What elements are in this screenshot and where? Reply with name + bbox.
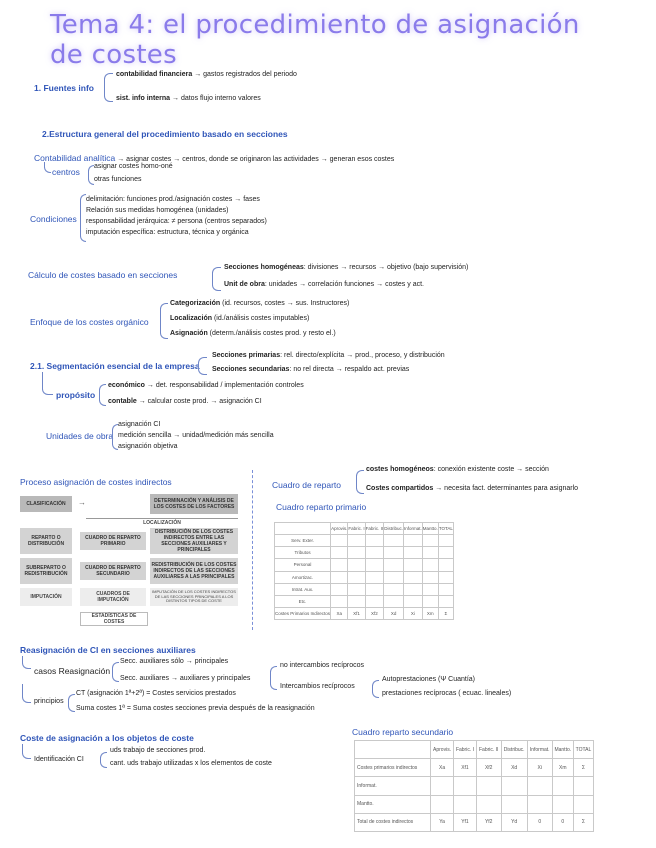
s1-item-1: contabilidad financiera → gastos registrados del periodo <box>116 71 297 78</box>
s2-cond-item-3: responsabilidad jerárquica: ≠ persona (centros separados) <box>86 218 267 225</box>
s2-line1: Contabilidad analítica → asignar costes → centros, donde se originaron las actividades → generan esos costes <box>34 153 395 163</box>
cell: 0 <box>552 813 573 831</box>
cell: Xi <box>403 607 422 619</box>
flow-imputacion: IMPUTACIÓN <box>20 588 72 606</box>
row-label: Amortizac. <box>275 571 331 583</box>
s2-enfoque-brace <box>160 303 168 339</box>
cuadro-item-2: Costes compartidos → necesita fact. determinantes para asignarlo <box>366 485 579 492</box>
s21-brace <box>198 357 207 375</box>
s2-enfoque-label: Enfoque de los costes orgánico <box>30 317 149 327</box>
cell: Xf2 <box>476 759 501 777</box>
flow-cuadros-imputacion: CUADROS DE IMPUTACIÓN <box>80 588 146 606</box>
s3-casos-item-2: Secc. auxiliares → auxiliares y principales <box>120 675 251 682</box>
s21-item-1: Secciones primarias: rel. directo/explícita → prod., proceso, y distribución <box>212 352 445 359</box>
table-row <box>275 583 454 595</box>
row-label: Intrat. Aux. <box>275 583 331 595</box>
cuadro-primario-table <box>274 522 454 620</box>
s3-no-inter: no intercambios recíprocos <box>280 662 365 669</box>
table-row <box>275 607 454 619</box>
table-row <box>355 741 594 759</box>
s4-id-item-1: uds trabajo de secciones prod. <box>110 747 206 754</box>
flow-cuadro-primario: CUADRO DE REPARTO PRIMARIO <box>80 532 146 550</box>
cell: Xd <box>501 759 527 777</box>
s3-inter-item-2: prestaciones recíprocas ( ecuac. lineales) <box>382 690 512 697</box>
s21-prop-item-1: económico → det. responsabilidad / implementación controles <box>108 382 304 389</box>
row-label: Mantto. <box>355 795 431 813</box>
cell: Σ <box>573 813 593 831</box>
cell: Ya <box>431 813 454 831</box>
flow-clasificacion: CLASIFICACIÓN <box>20 496 72 512</box>
flow-redist-costes: REDISTRIBUCIÓN DE LOS COSTES INDIRECTOS DE LAS SECCIONES AUXILIARES A LAS PRINCIPALES <box>150 558 238 584</box>
col-header: Informat. <box>527 741 552 759</box>
s2-cond-item-4: imputación específica: estructura, técnica y orgánica <box>86 229 249 236</box>
table-row <box>275 571 454 583</box>
col-header: Distribuc. <box>384 523 404 535</box>
s21-heading: 2.1. Segmentación esencial de la empresa <box>30 361 200 371</box>
table-row <box>355 795 594 813</box>
col-header: Distribuc. <box>501 741 527 759</box>
cuadro-secundario-table <box>354 740 594 832</box>
cell: Xi <box>527 759 552 777</box>
s21-prop-hook <box>42 372 53 395</box>
s4-id-label: Identificación CI <box>34 756 84 763</box>
s3-heading: Reasignación de CI en secciones auxiliares <box>20 645 196 655</box>
s1-heading: 1. Fuentes info <box>34 83 94 93</box>
s2-enfoque-item-2: Localización (id./análisis costes imputables) <box>170 315 310 322</box>
table-row <box>275 595 454 607</box>
s2-calc-item-1: Secciones homogéneas: divisiones → recursos → objetivo (bajo supervisión) <box>224 264 469 271</box>
col-header: TOTAL <box>438 523 453 535</box>
flow-subreparto: SUBREPARTO O REDISTRIBUCIÓN <box>20 558 72 584</box>
s21-item-2: Secciones secundarias: no rel directa → respaldo act. previas <box>212 366 410 373</box>
col-header: Informat. <box>403 523 422 535</box>
column-divider <box>252 470 253 630</box>
row-label: Personal <box>275 559 331 571</box>
s21-prop-label: propósito <box>56 390 96 400</box>
table-row <box>275 559 454 571</box>
s21-prop-brace <box>99 384 106 406</box>
flow-dist-costes: DISTRIBUCIÓN DE LOS COSTES INDIRECTOS ENTRE LAS SECCIONES AUXILIARES Y PRINCIPALES <box>150 528 238 554</box>
s2-heading: 2.Estructura general del procedimiento basado en secciones <box>42 129 288 139</box>
cell: Xm <box>552 759 573 777</box>
flow-det-analisis: DETERMINACIÓN Y ANÁLISIS DE LOS COSTES DE LOS FACTORES <box>150 494 238 514</box>
s2-calc-label: Cálculo de costes basado en secciones <box>28 270 178 280</box>
s2-enfoque-item-1: Categorización (id. recursos, costes → sus. Instructores) <box>170 300 350 307</box>
col-header: Fabric. I <box>348 523 365 535</box>
flow-localizacion: LOCALIZACIÓN <box>86 518 238 527</box>
s4-heading: Coste de asignación a los objetos de coste <box>20 733 194 743</box>
col-header: Mantto. <box>552 741 573 759</box>
page-title: Tema 4: el procedimiento de asignación de costes <box>50 10 580 70</box>
proceso-heading: Proceso asignación de costes indirectos <box>20 477 172 487</box>
table-row <box>275 535 454 547</box>
table-row <box>355 813 594 831</box>
col-header <box>355 741 431 759</box>
s3-inter: Intercambios recíprocos <box>280 683 355 690</box>
s3-casos-item-1: Secc. auxiliares sólo → principales <box>120 658 229 665</box>
s3-inter-items-brace <box>372 680 379 698</box>
s2-cond-item-1: delimitación: funciones prod./asignación costes → fases <box>86 196 260 203</box>
row-label: Etc. <box>275 595 331 607</box>
s3-principios-item-2: Suma costes 1ª = Suma costes secciones previa después de la reasignación <box>76 705 315 712</box>
s2-centros-label: centros <box>52 167 80 177</box>
cell: Xm <box>422 607 438 619</box>
cell: Yd <box>501 813 527 831</box>
s3-inter-brace <box>270 666 277 690</box>
s3-principios-item-1: CT (asignación 1ª+2ª) = Costes servicios prestados <box>76 690 236 697</box>
s3-principios-hook <box>22 684 31 703</box>
s3-principios-brace <box>68 694 75 712</box>
cell: Xd <box>384 607 404 619</box>
col-header <box>275 523 331 535</box>
s2-centros-item-1: asignar costes homo-oné <box>94 163 173 170</box>
cell: Yf2 <box>476 813 501 831</box>
s4-id-item-2: cant. uds trabajo utilizadas x los elementos de coste <box>110 760 272 767</box>
s2-cond-label: Condiciones <box>30 214 77 224</box>
s3-principios-label: principios <box>34 698 64 705</box>
table-row <box>355 777 594 795</box>
cell: 0 <box>527 813 552 831</box>
col-header: Fabric. II <box>365 523 384 535</box>
cell: Xf2 <box>365 607 384 619</box>
row-label: Costes Primarios Indirectos <box>275 607 331 619</box>
s3-casos-brace <box>112 662 119 682</box>
col-header: Fabric. II <box>476 741 501 759</box>
row-label: Costes primarios indirectos <box>355 759 431 777</box>
flow-estadisticas: ESTADÍSTICAS DE COSTES <box>80 612 148 626</box>
cuadro-brace <box>356 470 364 494</box>
col-header: Fabric. I <box>454 741 477 759</box>
s2-centros-hook <box>44 162 51 173</box>
s2-centros-item-2: otras funciones <box>94 176 142 183</box>
flow-imput-text: IMPUTACIÓN DE LOS COSTES INDIRECTOS DE LAS SECCIONES PRINCIPALES A LOS DISTINTOS TIPOS DE COSTE <box>150 588 238 606</box>
s21-prop-item-2: contable → calcular coste prod. → asignación CI <box>108 398 262 405</box>
s21-uo-item-3: asignación objetiva <box>118 443 178 450</box>
table-row <box>355 759 594 777</box>
s1-brace <box>104 73 113 102</box>
row-label: Informat. <box>355 777 431 795</box>
cuadro-label: Cuadro de reparto <box>272 480 341 490</box>
flow-reparto: REPARTO O DISTRIBUCIÓN <box>20 528 72 554</box>
proceso-diagram <box>20 492 240 632</box>
cell: Xa <box>331 607 348 619</box>
s21-uo-item-2: medición sencilla → unidad/medición más sencilla <box>118 432 274 439</box>
cell: Σ <box>438 607 453 619</box>
cell: Xf1 <box>348 607 365 619</box>
col-header: Aprovis. <box>331 523 348 535</box>
s2-cond-item-2: Relación sus medidas homogénea (unidades) <box>86 207 229 214</box>
cell: Σ <box>573 759 593 777</box>
s2-calc-brace <box>212 267 221 291</box>
table-row <box>275 547 454 559</box>
cell: Yf1 <box>454 813 477 831</box>
row-label: Serv. Exter. <box>275 535 331 547</box>
cell: Xf1 <box>454 759 477 777</box>
s3-casos-label: casos Reasignación <box>34 666 111 676</box>
s1-item-2: sist. info interna → datos flujo interno valores <box>116 95 261 102</box>
s3-casos-hook <box>22 656 31 669</box>
col-header: Aprovis. <box>431 741 454 759</box>
s4-id-hook <box>22 744 31 759</box>
col-header: TOTAL <box>573 741 593 759</box>
cuadro-item-1: costes homogéneos: conexión existente coste → sección <box>366 466 549 473</box>
flow-cuadro-secundario: CUADRO DE REPARTO SECUNDARIO <box>80 562 146 580</box>
row-label: Total de costes indirectos <box>355 813 431 831</box>
flow-arrow-1: → <box>78 498 86 507</box>
cuadro-primario-heading: Cuadro reparto primario <box>276 502 367 512</box>
col-header: Mantto. <box>422 523 438 535</box>
row-label: Tributos <box>275 547 331 559</box>
s21-uo-label: Unidades de obra <box>46 431 114 441</box>
s2-calc-item-2: Unit de obra: unidades → correlación funciones → costes y act. <box>224 281 424 288</box>
cuadro-secundario-heading: Cuadro reparto secundario <box>352 727 454 737</box>
s4-id-brace <box>100 752 107 768</box>
cell: Xa <box>431 759 454 777</box>
s21-uo-item-1: asignación CI <box>118 421 161 428</box>
s3-inter-item-1: Autoprestaciones (Ψ Cuantía) <box>382 676 476 683</box>
s2-enfoque-item-3: Asignación (determ./análisis costes prod. y resto el.) <box>170 330 336 337</box>
table-row <box>275 523 454 535</box>
